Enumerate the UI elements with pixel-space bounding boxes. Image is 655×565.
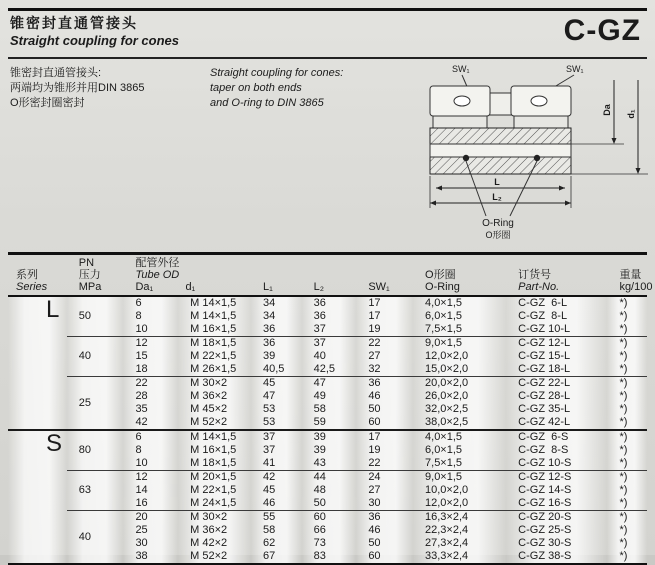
cell-part-no: C-GZ 18-L — [506, 363, 607, 377]
cell-l2: 42,5 — [302, 363, 357, 377]
cell-l2: 73 — [302, 537, 357, 550]
cell-part-no: C-GZ 35-L — [506, 403, 607, 416]
cell-da1: 22 — [123, 377, 178, 391]
cell-oring: 10,0×2,0 — [413, 484, 506, 497]
spec-table-wrap — [8, 252, 653, 565]
cell-l1: 45 — [251, 377, 302, 391]
coupling-centre — [488, 93, 513, 115]
o-ring-right — [534, 155, 540, 161]
cell-l1: 47 — [251, 390, 302, 403]
cell-da1: 6 — [123, 296, 178, 310]
pn-cell: 40 — [67, 337, 124, 377]
cell-oring: 7,5×1,5 — [413, 457, 506, 471]
cell-oring: 7,5×1,5 — [413, 323, 506, 337]
cell-weight: *) — [607, 363, 647, 377]
oring-label-zh: O形圈 — [485, 230, 511, 240]
cell-part-no: C-GZ 10-L — [506, 323, 607, 337]
cell-weight: *) — [607, 296, 647, 310]
cell-weight: *) — [607, 537, 647, 550]
cell-d1: M 14×1,5 — [178, 430, 251, 444]
col-header-d1: d₁ — [185, 281, 196, 293]
cell-l2: 40 — [302, 350, 357, 363]
table-row — [8, 471, 647, 485]
cell-da1: 14 — [123, 484, 178, 497]
cell-sw1: 32 — [356, 363, 413, 377]
cell-sw1: 60 — [356, 550, 413, 564]
cell-da1: 8 — [123, 444, 178, 457]
pn-cell: 63 — [67, 471, 124, 511]
cell-da1: 18 — [123, 363, 178, 377]
cell-d1: M 22×1,5 — [178, 350, 251, 363]
cell-part-no: C-GZ 42-L — [506, 416, 607, 430]
cell-l1: 36 — [251, 337, 302, 351]
cell-part-no: C-GZ 12-S — [506, 471, 607, 485]
cell-weight: *) — [607, 471, 647, 485]
cell-weight: *) — [607, 310, 647, 323]
description-zh: 锥密封直通管接头: 两端均为锥形并用DIN 3865 O形密封圈密封 — [10, 67, 145, 109]
cell-l2: 49 — [302, 390, 357, 403]
spec-table — [8, 252, 653, 565]
cell-part-no: C-GZ 10-S — [506, 457, 607, 471]
cell-part-no: C-GZ 30-S — [506, 537, 607, 550]
cell-d1: M 30×2 — [178, 377, 251, 391]
cell-oring: 12,0×2,0 — [413, 497, 506, 511]
cell-part-no: C-GZ 22-L — [506, 377, 607, 391]
cell-l2: 43 — [302, 457, 357, 471]
cell-d1: M 52×2 — [178, 416, 251, 430]
dim-da-label: Da — [602, 104, 612, 116]
cell-part-no: C-GZ 15-L — [506, 350, 607, 363]
cell-sw1: 17 — [356, 430, 413, 444]
cell-part-no: C-GZ 14-S — [506, 484, 607, 497]
tube-bore — [430, 144, 571, 157]
cell-da1: 25 — [123, 524, 178, 537]
dim-l-label: L — [494, 177, 500, 187]
cell-part-no: C-GZ 8-S — [506, 444, 607, 457]
cell-da1: 42 — [123, 416, 178, 430]
cell-oring: 16,3×2,4 — [413, 511, 506, 525]
col-header-series: 系列 Series — [8, 254, 67, 297]
col-header-sw1: SW₁ — [356, 254, 413, 297]
cell-d1: M 18×1,5 — [178, 337, 251, 351]
cell-sw1: 50 — [356, 537, 413, 550]
cell-l2: 59 — [302, 416, 357, 430]
cell-sw1: 36 — [356, 511, 413, 525]
cell-sw1: 17 — [356, 296, 413, 310]
cell-l2: 36 — [302, 310, 357, 323]
cell-l1: 34 — [251, 296, 302, 310]
cell-weight: *) — [607, 416, 647, 430]
cell-l1: 53 — [251, 403, 302, 416]
page-title-en: Straight coupling for cones — [10, 33, 180, 48]
table-row — [8, 511, 647, 525]
cell-weight: *) — [607, 484, 647, 497]
cell-l1: 53 — [251, 416, 302, 430]
cell-l1: 67 — [251, 550, 302, 564]
cell-sw1: 17 — [356, 310, 413, 323]
cell-da1: 16 — [123, 497, 178, 511]
cell-da1: 38 — [123, 550, 178, 564]
cell-oring: 32,0×2,5 — [413, 403, 506, 416]
cell-oring: 6,0×1,5 — [413, 444, 506, 457]
cell-da1: 12 — [123, 337, 178, 351]
cell-part-no: C-GZ 12-L — [506, 337, 607, 351]
cell-sw1: 50 — [356, 403, 413, 416]
cell-part-no: C-GZ 6-S — [506, 430, 607, 444]
cell-l1: 45 — [251, 484, 302, 497]
cell-l1: 46 — [251, 497, 302, 511]
cell-oring: 22,3×2,4 — [413, 524, 506, 537]
cell-l2: 36 — [302, 296, 357, 310]
o-ring-left — [463, 155, 469, 161]
col-header-weight: 重量 kg/100 — [607, 254, 647, 297]
cell-sw1: 30 — [356, 497, 413, 511]
cell-da1: 12 — [123, 471, 178, 485]
dim-d1-label: d₁ — [626, 109, 636, 119]
cell-l2: 83 — [302, 550, 357, 564]
cell-l2: 50 — [302, 497, 357, 511]
cell-l1: 58 — [251, 524, 302, 537]
cell-part-no: C-GZ 8-L — [506, 310, 607, 323]
cell-sw1: 27 — [356, 350, 413, 363]
cell-d1: M 30×2 — [178, 511, 251, 525]
col-header-oring: O形圈 O-Ring — [413, 254, 506, 297]
cell-d1: M 16×1,5 — [178, 444, 251, 457]
series-cell: L — [8, 296, 67, 430]
cell-oring: 12,0×2,0 — [413, 350, 506, 363]
cell-part-no: C-GZ 20-S — [506, 511, 607, 525]
top-rule — [8, 8, 647, 11]
cell-part-no: C-GZ 16-S — [506, 497, 607, 511]
cell-d1: M 18×1,5 — [178, 457, 251, 471]
cell-sw1: 60 — [356, 416, 413, 430]
pn-cell: 40 — [67, 511, 124, 565]
cell-sw1: 19 — [356, 444, 413, 457]
cell-weight: *) — [607, 457, 647, 471]
cell-weight: *) — [607, 550, 647, 564]
cell-d1: M 24×1,5 — [178, 497, 251, 511]
cell-weight: *) — [607, 377, 647, 391]
cell-d1: M 45×2 — [178, 403, 251, 416]
cell-l2: 37 — [302, 337, 357, 351]
cell-sw1: 22 — [356, 457, 413, 471]
cell-part-no: C-GZ 38-S — [506, 550, 607, 564]
cell-da1: 8 — [123, 310, 178, 323]
cell-weight: *) — [607, 497, 647, 511]
cell-d1: M 14×1,5 — [178, 296, 251, 310]
cell-l1: 41 — [251, 457, 302, 471]
cell-da1: 6 — [123, 430, 178, 444]
page-title-zh: 锥密封直通管接头 — [10, 15, 138, 31]
cell-l2: 60 — [302, 511, 357, 525]
col-header-pn: PN 压力 MPa — [67, 254, 124, 297]
product-code: C-GZ — [563, 14, 641, 47]
oring-label-en: O-Ring — [482, 218, 514, 229]
table-header-row — [8, 254, 647, 297]
cell-l1: 40,5 — [251, 363, 302, 377]
cell-weight: *) — [607, 511, 647, 525]
cell-weight: *) — [607, 403, 647, 416]
cell-da1: 15 — [123, 350, 178, 363]
col-header-tube-od: 配管外径 Tube OD Da₁ d₁ — [123, 254, 251, 297]
cell-d1: M 14×1,5 — [178, 310, 251, 323]
cell-weight: *) — [607, 430, 647, 444]
cell-da1: 35 — [123, 403, 178, 416]
cell-l2: 66 — [302, 524, 357, 537]
cell-l1: 42 — [251, 471, 302, 485]
sw-right-label: SW₁ — [566, 64, 584, 74]
cell-l2: 39 — [302, 444, 357, 457]
coupling-diagram — [406, 58, 655, 246]
cell-da1: 30 — [123, 537, 178, 550]
cell-l1: 34 — [251, 310, 302, 323]
cell-oring: 4,0×1,5 — [413, 430, 506, 444]
cell-d1: M 26×1,5 — [178, 363, 251, 377]
cell-l1: 55 — [251, 511, 302, 525]
cell-oring: 9,0×1,5 — [413, 337, 506, 351]
cell-sw1: 24 — [356, 471, 413, 485]
cell-l2: 37 — [302, 323, 357, 337]
cell-d1: M 36×2 — [178, 390, 251, 403]
cell-weight: *) — [607, 350, 647, 363]
cell-sw1: 46 — [356, 390, 413, 403]
cell-part-no: C-GZ 28-L — [506, 390, 607, 403]
pn-cell: 80 — [67, 430, 124, 471]
cell-sw1: 22 — [356, 337, 413, 351]
cell-l2: 47 — [302, 377, 357, 391]
cell-oring: 9,0×1,5 — [413, 471, 506, 485]
cell-part-no: C-GZ 25-S — [506, 524, 607, 537]
cell-weight: *) — [607, 323, 647, 337]
cell-d1: M 22×1,5 — [178, 484, 251, 497]
col-header-part-no: 订货号 Part-No. — [506, 254, 607, 297]
cell-l1: 62 — [251, 537, 302, 550]
cell-sw1: 46 — [356, 524, 413, 537]
cell-d1: M 42×2 — [178, 537, 251, 550]
cell-sw1: 27 — [356, 484, 413, 497]
cell-weight: *) — [607, 390, 647, 403]
cell-part-no: C-GZ 6-L — [506, 296, 607, 310]
cell-l1: 36 — [251, 323, 302, 337]
cell-d1: M 36×2 — [178, 524, 251, 537]
cell-oring: 15,0×2,0 — [413, 363, 506, 377]
description-en: Straight coupling for cones: taper on both ends and O-ring to DIN 3865 — [210, 67, 344, 109]
cell-da1: 20 — [123, 511, 178, 525]
col-header-da1: Da₁ — [135, 281, 154, 293]
table-row — [8, 296, 647, 310]
cell-oring: 4,0×1,5 — [413, 296, 506, 310]
cell-l2: 39 — [302, 430, 357, 444]
cell-oring: 33,3×2,4 — [413, 550, 506, 564]
table-row — [8, 337, 647, 351]
pn-cell: 25 — [67, 377, 124, 431]
table-row — [8, 430, 647, 444]
series-cell: S — [8, 430, 67, 564]
cell-da1: 28 — [123, 390, 178, 403]
cell-weight: *) — [607, 337, 647, 351]
col-header-l1: L₁ — [251, 254, 302, 297]
table-row — [8, 377, 647, 391]
cell-oring: 6,0×1,5 — [413, 310, 506, 323]
col-header-l2: L₂ — [302, 254, 357, 297]
cell-oring: 27,3×2,4 — [413, 537, 506, 550]
cell-da1: 10 — [123, 457, 178, 471]
pn-cell: 50 — [67, 296, 124, 337]
cell-weight: *) — [607, 444, 647, 457]
cell-l2: 48 — [302, 484, 357, 497]
dim-l2-label: L₂ — [492, 192, 502, 202]
cell-l1: 39 — [251, 350, 302, 363]
cell-oring: 26,0×2,0 — [413, 390, 506, 403]
cell-d1: M 52×2 — [178, 550, 251, 564]
cell-l1: 37 — [251, 430, 302, 444]
sw-left-label: SW₁ — [452, 64, 470, 74]
cell-sw1: 36 — [356, 377, 413, 391]
cell-sw1: 19 — [356, 323, 413, 337]
table-body — [8, 296, 647, 564]
cell-oring: 38,0×2,5 — [413, 416, 506, 430]
cell-da1: 10 — [123, 323, 178, 337]
cell-l2: 58 — [302, 403, 357, 416]
cell-l1: 37 — [251, 444, 302, 457]
cell-d1: M 20×1,5 — [178, 471, 251, 485]
cell-oring: 20,0×2,0 — [413, 377, 506, 391]
cell-weight: *) — [607, 524, 647, 537]
cell-d1: M 16×1,5 — [178, 323, 251, 337]
cell-l2: 44 — [302, 471, 357, 485]
